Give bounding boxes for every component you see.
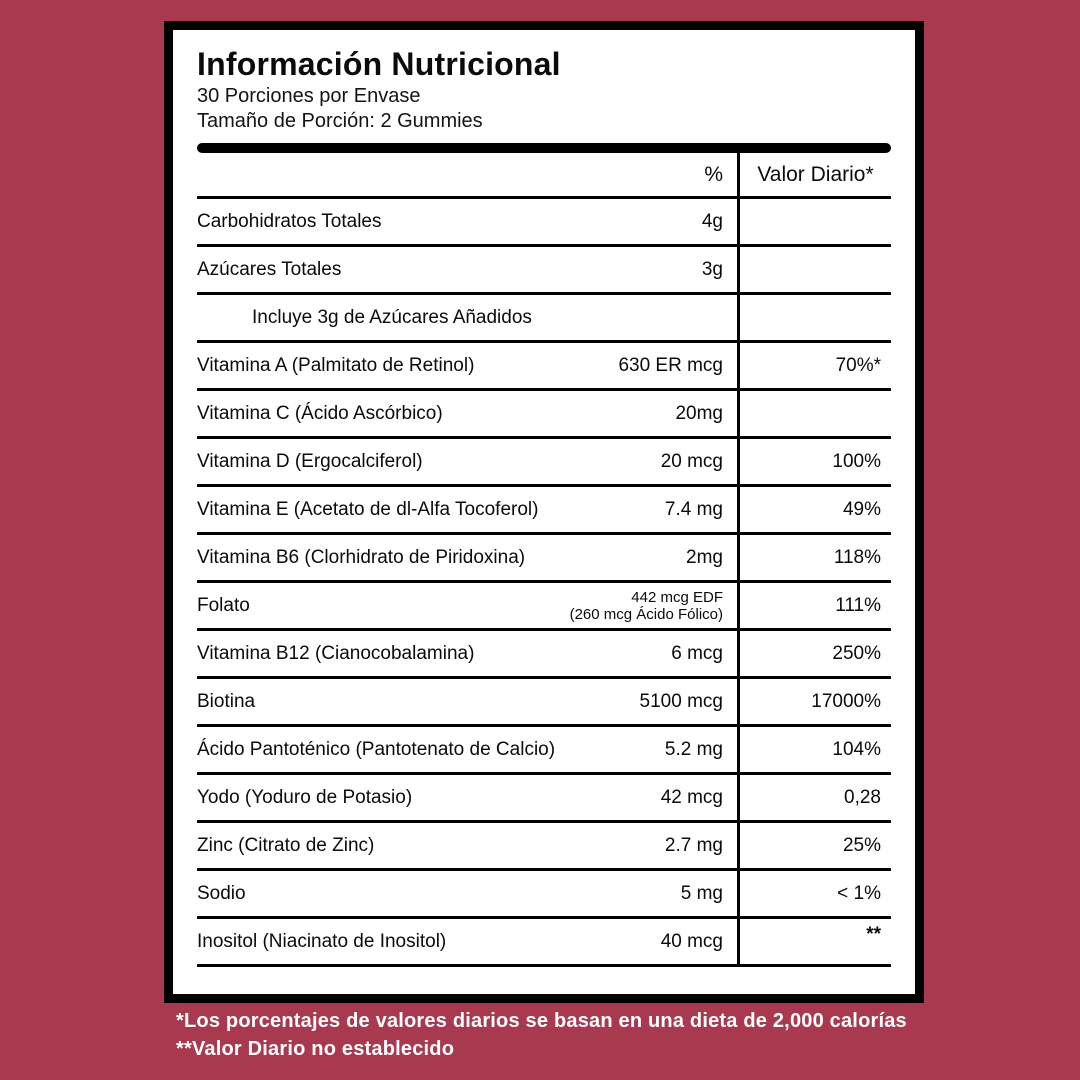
nutrient-name: Inositol (Niacinato de Inositol)	[197, 930, 447, 952]
nutrient-amount: 6 mcg	[671, 642, 723, 664]
row-left-cell	[197, 487, 737, 532]
nutrient-name: Zinc (Citrato de Zinc)	[197, 834, 375, 856]
table-row	[197, 727, 891, 775]
nutrient-amount: 20mg	[675, 402, 723, 424]
nutrition-panel	[164, 21, 924, 1003]
row-left-cell	[197, 343, 737, 388]
nutrient-daily-value: 0,28	[737, 775, 891, 820]
panel-title: Información Nutricional	[197, 46, 561, 82]
nutrient-name: Yodo (Yoduro de Potasio)	[197, 786, 413, 808]
row-left-cell	[197, 391, 737, 436]
header-divider-bar	[197, 143, 891, 153]
nutrient-name: Ácido Pantoténico (Pantotenato de Calcio)	[197, 738, 556, 760]
table-header-row	[197, 153, 891, 199]
nutrient-daily-value: 104%	[737, 727, 891, 772]
row-left-cell	[197, 247, 737, 292]
row-left-cell	[197, 919, 737, 964]
nutrient-daily-value: 118%	[737, 535, 891, 580]
table-row	[197, 439, 891, 487]
table-row	[197, 871, 891, 919]
nutrient-name: Azúcares Totales	[197, 258, 342, 280]
table-row	[197, 535, 891, 583]
nutrient-daily-value: 17000%	[737, 679, 891, 724]
nutrient-name: Vitamina B12 (Cianocobalamina)	[197, 642, 475, 664]
nutrition-table-body	[197, 199, 891, 967]
nutrient-name: Vitamina E (Acetato de dl-Alfa Tocoferol)	[197, 498, 539, 520]
row-left-cell	[197, 631, 737, 676]
table-row	[197, 295, 891, 343]
table-row	[197, 487, 891, 535]
nutrient-name: Sodio	[197, 882, 246, 904]
footnotes	[176, 1007, 907, 1063]
nutrient-amount: 40 mcg	[660, 930, 723, 952]
footnote-dv-not-established: **Valor Diario no establecido	[176, 1038, 455, 1060]
table-row	[197, 199, 891, 247]
row-left-cell	[197, 295, 737, 340]
servings-per-container: 30 Porciones por Envase	[197, 85, 421, 107]
header-left-cell	[197, 153, 737, 196]
nutrient-amount: 5.2 mg	[664, 738, 723, 760]
row-left-cell	[197, 199, 737, 244]
row-left-cell	[197, 439, 737, 484]
nutrient-name: Folato	[197, 594, 250, 616]
table-row	[197, 823, 891, 871]
amount-column-header: %	[704, 162, 723, 186]
table-row	[197, 679, 891, 727]
nutrient-name: Incluye 3g de Azúcares Añadidos	[252, 306, 532, 328]
nutrient-amount: 630 ER mcg	[618, 354, 723, 376]
nutrient-amount: 442 mcg EDF (260 mcg Ácido Fólico)	[569, 588, 723, 623]
nutrient-amount: 42 mcg	[660, 786, 723, 808]
nutrient-amount: 5 mg	[680, 882, 723, 904]
table-row	[197, 247, 891, 295]
nutrient-daily-value	[737, 391, 891, 436]
nutrient-amount: 5100 mcg	[639, 690, 723, 712]
row-left-cell	[197, 871, 737, 916]
nutrient-daily-value	[737, 247, 891, 292]
table-row	[197, 391, 891, 439]
nutrient-amount: 2mg	[686, 546, 723, 568]
nutrient-amount: 7.4 mg	[664, 498, 723, 520]
nutrient-daily-value: 100%	[737, 439, 891, 484]
nutrient-daily-value: 25%	[737, 823, 891, 868]
row-left-cell	[197, 679, 737, 724]
nutrient-daily-value: 49%	[737, 487, 891, 532]
nutrient-daily-value: 250%	[737, 631, 891, 676]
nutrient-amount: 4g	[701, 210, 723, 232]
nutrient-daily-value: **	[737, 919, 891, 964]
table-row	[197, 775, 891, 823]
nutrient-name: Vitamina A (Palmitato de Retinol)	[197, 354, 475, 376]
nutrient-name: Vitamina C (Ácido Ascórbico)	[197, 402, 443, 424]
footnote-daily-values: *Los porcentajes de valores diarios se basan en una dieta de 2,000 calorías	[176, 1010, 907, 1032]
table-row	[197, 343, 891, 391]
nutrient-amount: 2.7 mg	[664, 834, 723, 856]
row-left-cell	[197, 535, 737, 580]
nutrient-daily-value	[737, 199, 891, 244]
serving-size: Tamaño de Porción: 2 Gummies	[197, 110, 483, 132]
row-left-cell	[197, 583, 737, 628]
nutrient-amount: 3g	[701, 258, 723, 280]
table-row	[197, 631, 891, 679]
dv-column-header: Valor Diario*	[737, 153, 891, 196]
nutrient-amount: 20 mcg	[660, 450, 723, 472]
table-row	[197, 919, 891, 967]
row-left-cell	[197, 727, 737, 772]
nutrient-daily-value: 111%	[737, 583, 891, 628]
nutrient-name: Carbohidratos Totales	[197, 210, 382, 232]
panel-content	[173, 30, 915, 967]
nutrient-daily-value: < 1%	[737, 871, 891, 916]
nutrient-name: Biotina	[197, 690, 256, 712]
nutrition-table	[197, 153, 891, 967]
table-row	[197, 583, 891, 631]
row-left-cell	[197, 823, 737, 868]
row-left-cell	[197, 775, 737, 820]
nutrient-name: Vitamina D (Ergocalciferol)	[197, 450, 423, 472]
nutrient-daily-value: 70%*	[737, 343, 891, 388]
nutrient-name: Vitamina B6 (Clorhidrato de Piridoxina)	[197, 546, 526, 568]
nutrient-daily-value	[737, 295, 891, 340]
